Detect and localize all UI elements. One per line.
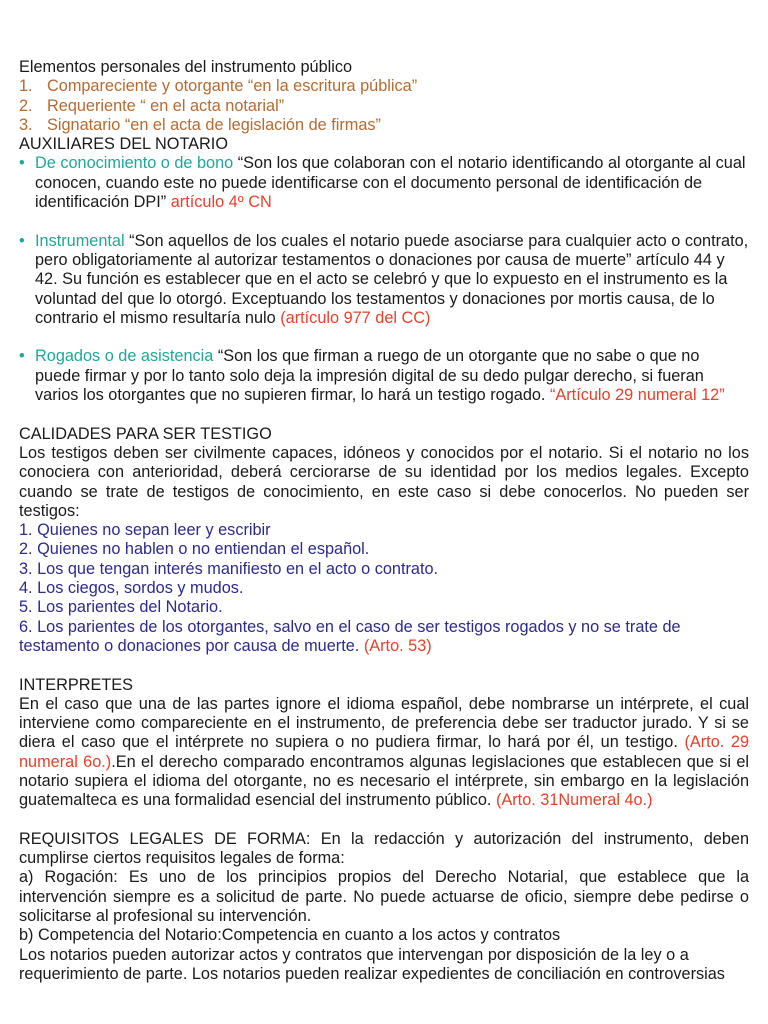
bullet-icon: •: [19, 154, 25, 173]
calidades-ref: (Arto. 53): [363, 636, 432, 655]
calidades-item: 5. Los parientes del Notario.: [19, 598, 223, 617]
interpretes-text: .En el derecho comparado encontramos algunas legislaciones que establecen que si el notario supiera el idioma del otorgante, no es necesario el intérprete, sin embargo en la legislación guatemalteca es una formalidad esencial del instrumento público.: [19, 752, 749, 810]
auxiliar-ref: (artículo 977 del CC): [280, 308, 431, 327]
requisitos-heading-paragraph: REQUISITOS LEGALES DE FORMA: En la redacción y autorización del instrumento, deben cumplirse ciertos requisitos legales de forma:: [19, 829, 749, 868]
interpretes-paragraph: [19, 695, 749, 811]
element-item: [19, 97, 749, 116]
heading-calidades: CALIDADES PARA SER TESTIGO: [19, 424, 272, 443]
element-item: [19, 77, 749, 96]
element-number: 1.: [19, 77, 33, 96]
heading-elementos: Elementos personales del instrumento público: [19, 58, 353, 76]
auxiliar-ref: “Artículo 29 numeral 12”: [549, 386, 725, 405]
calidades-item: 1. Quienes no sepan leer y escribir: [19, 521, 271, 540]
auxiliar-item-rogados: [19, 347, 749, 405]
interpretes-ref: (Arto. 31Numeral 4o.): [495, 791, 653, 810]
element-number: 2.: [19, 96, 33, 115]
element-text: Compareciente y otorgante “en la escritura pública”: [47, 77, 418, 96]
auxiliar-term: Rogados o de asistencia: [35, 347, 214, 366]
element-item: [19, 116, 749, 135]
auxiliar-item-conocimiento: [19, 154, 749, 212]
auxiliar-item-instrumental: [19, 232, 749, 328]
auxiliar-text: “Son aquellos de los cuales el notario puede asociarse para cualquier acto o contrato, pero obligatoriamente al autorizar testamentos o donaciones por causa de muerte” artículo 44 y 42. Su función es establecer que en el acto se celebró y que lo expuesto en el instrumento es la voluntad del que lo otorgó. Exceptuando los testamentos y donaciones por mortis causa, de lo contrario el mismo resultaría nulo: [35, 231, 749, 327]
element-text: Requeriente “ en el acta notarial”: [47, 96, 285, 115]
calidades-item: 2. Quienes no hablen o no entiendan el español.: [19, 540, 370, 559]
element-text: Signatario “en el acta de legislación de firmas”: [47, 115, 381, 134]
heading-interpretes: INTERPRETES: [19, 675, 133, 694]
heading-auxiliares: AUXILIARES DEL NOTARIO: [19, 135, 228, 154]
requisitos-competencia: b) Competencia del Notario:Competencia en cuanto a los actos y contratos: [19, 926, 561, 945]
calidades-item: 3. Los que tengan interés manifiesto en el acto o contrato.: [19, 559, 439, 578]
interpretes-text: En el caso que una de las partes ignore el idioma español, debe nombrarse un intérprete, el cual interviene como compareciente en el instrumento, de preferencia debe ser traductor jurado. Y si se diera el caso que el intérprete no supiera o no pudiera firmar, lo hará por él, un testigo.: [19, 694, 749, 752]
auxiliar-term: Instrumental: [35, 231, 125, 250]
auxiliar-term: De conocimiento o de bono: [35, 154, 234, 173]
document-body: [19, 58, 749, 984]
element-number: 3.: [19, 115, 33, 134]
calidades-item: 6. Los parientes de los otorgantes, salvo en el caso de ser testigos rogados y no se trate de testamento o donaciones por causa de muerte.: [19, 617, 681, 655]
bullet-icon: •: [19, 231, 25, 250]
interpretes-ref: (Arto. 29 numeral 6o.): [19, 733, 749, 771]
calidades-item: 4. Los ciegos, sordos y mudos.: [19, 579, 244, 598]
requisitos-rogacion: a) Rogación: Es uno de los principios propios del Derecho Notarial, que establece que la intervención siempre es a solicitud de parte. No puede actuarse de oficio, siempre debe pedirse o solicitarse al profesional su intervención.: [19, 868, 749, 926]
auxiliar-text: “Son los que firman a ruego de un otorgante que no sabe o que no puede firmar y por lo tanto solo deja la impresión digital de su dedo pulgar derecho, si fueran varios los otorgantes que no supieren firmar, lo hará un testigo rogado.: [35, 347, 704, 405]
auxiliar-text: “Son los que colaboran con el notario identificando al otorgante al cual conocen, cuando este no puede identificarse con el documento personal de identificación de identificación DPI”: [35, 154, 746, 212]
requisitos-notarios: Los notarios pueden autorizar actos y contratos que intervengan por disposición de la ley o a requerimiento de parte. Los notarios pueden realizar expedientes de conciliación en controversias: [19, 945, 725, 983]
calidades-intro: Los testigos deben ser civilmente capaces, idóneos y conocidos por el notario. Si el notario no los conociera con anterioridad, deberá cerciorarse de su identidad por los medios legales. Excepto cuando se trate de testigos de conocimiento, en este caso si debe conocerlos. No pueden ser testigos:: [19, 443, 749, 520]
auxiliar-ref: artículo 4º CN: [170, 193, 272, 212]
bullet-icon: •: [19, 347, 25, 366]
